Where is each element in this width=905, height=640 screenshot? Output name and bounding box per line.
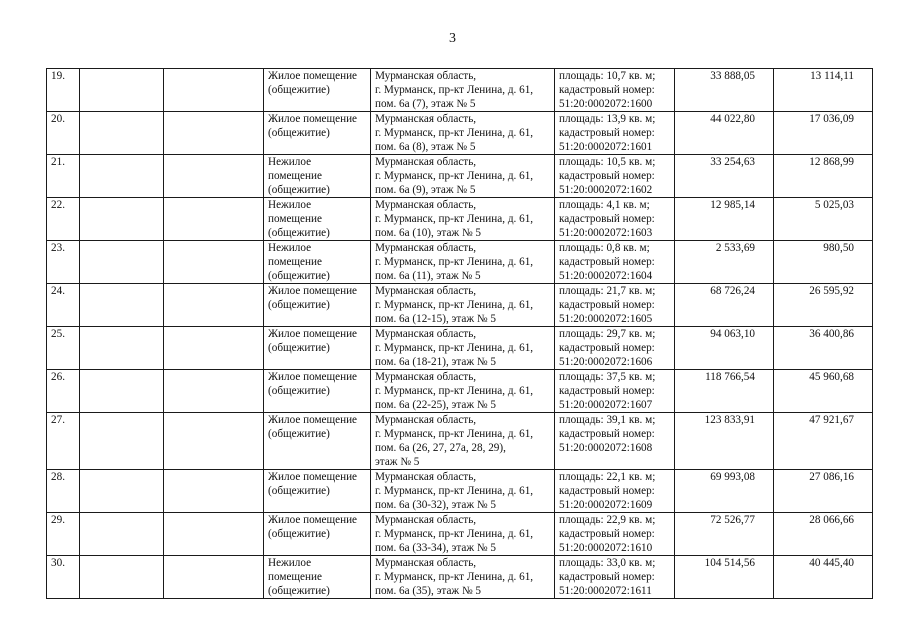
empty-cell — [164, 241, 264, 284]
details-cell — [555, 198, 675, 241]
premises-type-line: (общежитие) — [268, 428, 330, 440]
details-line: площадь: 33,0 кв. м; — [559, 557, 656, 569]
address-line: этаж № 5 — [375, 456, 420, 468]
value2-cell — [774, 284, 873, 327]
address-cell — [371, 155, 555, 198]
premises-type-cell — [264, 284, 371, 327]
address-line: пом. 6а (35), этаж № 5 — [375, 585, 482, 597]
details-line: 51:20:0002072:1609 — [559, 499, 653, 511]
details-line: 51:20:0002072:1608 — [559, 442, 653, 454]
residual-value: 980,50 — [823, 242, 854, 254]
row-number: 26. — [51, 371, 65, 383]
details-line: площадь: 22,1 кв. м; — [559, 471, 656, 483]
empty-cell — [80, 327, 164, 370]
premises-type-line: (общежитие) — [268, 385, 330, 397]
table-row — [47, 69, 873, 112]
details-cell — [555, 112, 675, 155]
premises-type-line: (общежитие) — [268, 84, 330, 96]
details-line: 51:20:0002072:1605 — [559, 313, 653, 325]
address-cell — [371, 470, 555, 513]
row-number: 29. — [51, 514, 65, 526]
address-line: пом. 6а (12-15), этаж № 5 — [375, 313, 496, 325]
empty-cell — [164, 470, 264, 513]
details-cell — [555, 370, 675, 413]
residual-value: 17 036,09 — [809, 113, 854, 125]
value1-cell — [675, 284, 774, 327]
cadastral-value: 68 726,24 — [710, 285, 755, 297]
value1-cell — [675, 470, 774, 513]
premises-type-cell — [264, 370, 371, 413]
details-line: кадастровый номер: — [559, 84, 655, 96]
residual-value: 36 400,86 — [809, 328, 854, 340]
address-line: г. Мурманск, пр-кт Ленина, д. 61, — [375, 385, 534, 397]
table-row — [47, 413, 873, 470]
premises-type-line: Жилое помещение — [268, 113, 358, 125]
details-line: кадастровый номер: — [559, 571, 655, 583]
address-line: пом. 6а (26, 27, 27а, 28, 29), — [375, 442, 506, 454]
address-line: Мурманская область, — [375, 328, 477, 340]
residual-value: 5 025,03 — [814, 199, 854, 211]
address-cell — [371, 112, 555, 155]
details-cell — [555, 327, 675, 370]
details-line: площадь: 10,7 кв. м; — [559, 70, 656, 82]
address-line: г. Мурманск, пр-кт Ленина, д. 61, — [375, 127, 534, 139]
details-line: 51:20:0002072:1602 — [559, 184, 653, 196]
row-number-cell — [47, 198, 80, 241]
address-line: пом. 6а (18-21), этаж № 5 — [375, 356, 496, 368]
residual-value: 47 921,67 — [809, 414, 854, 426]
value1-cell — [675, 513, 774, 556]
residual-value: 40 445,40 — [809, 557, 854, 569]
value2-cell — [774, 413, 873, 470]
address-line: Мурманская область, — [375, 242, 477, 254]
details-cell — [555, 470, 675, 513]
value2-cell — [774, 112, 873, 155]
residual-value: 13 114,11 — [810, 70, 854, 82]
premises-type-line: (общежитие) — [268, 485, 330, 497]
details-line: кадастровый номер: — [559, 342, 655, 354]
details-cell — [555, 413, 675, 470]
address-cell — [371, 413, 555, 470]
premises-type-line: Нежилое — [268, 199, 312, 211]
table-row — [47, 284, 873, 327]
address-line: Мурманская область, — [375, 156, 477, 168]
details-line: кадастровый номер: — [559, 213, 655, 225]
empty-cell — [80, 284, 164, 327]
table-row — [47, 556, 873, 599]
cadastral-value: 12 985,14 — [710, 199, 755, 211]
row-number: 30. — [51, 557, 65, 569]
details-line: площадь: 0,8 кв. м; — [559, 242, 650, 254]
details-cell — [555, 513, 675, 556]
value2-cell — [774, 470, 873, 513]
residual-value: 26 595,92 — [809, 285, 854, 297]
details-line: площадь: 13,9 кв. м; — [559, 113, 656, 125]
details-cell — [555, 241, 675, 284]
address-line: Мурманская область, — [375, 199, 477, 211]
details-line: площадь: 22,9 кв. м; — [559, 514, 656, 526]
table-row — [47, 198, 873, 241]
premises-type-line: Жилое помещение — [268, 471, 358, 483]
address-line: пом. 6а (11), этаж № 5 — [375, 270, 481, 282]
empty-cell — [164, 556, 264, 599]
row-number: 23. — [51, 242, 65, 254]
value2-cell — [774, 370, 873, 413]
premises-type-cell — [264, 112, 371, 155]
details-line: площадь: 4,1 кв. м; — [559, 199, 650, 211]
premises-type-line: (общежитие) — [268, 528, 330, 540]
row-number-cell — [47, 284, 80, 327]
address-line: пом. 6а (33-34), этаж № 5 — [375, 542, 496, 554]
details-line: 51:20:0002072:1610 — [559, 542, 653, 554]
details-line: кадастровый номер: — [559, 385, 655, 397]
empty-cell — [80, 155, 164, 198]
address-cell — [371, 327, 555, 370]
details-line: 51:20:0002072:1604 — [559, 270, 653, 282]
address-line: г. Мурманск, пр-кт Ленина, д. 61, — [375, 485, 534, 497]
row-number-cell — [47, 155, 80, 198]
premises-type-line: (общежитие) — [268, 342, 330, 354]
details-line: кадастровый номер: — [559, 528, 655, 540]
address-line: г. Мурманск, пр-кт Ленина, д. 61, — [375, 213, 534, 225]
table-row — [47, 241, 873, 284]
row-number: 25. — [51, 328, 65, 340]
details-line: кадастровый номер: — [559, 299, 655, 311]
row-number: 20. — [51, 113, 65, 125]
premises-type-cell — [264, 155, 371, 198]
value1-cell — [675, 556, 774, 599]
address-line: г. Мурманск, пр-кт Ленина, д. 61, — [375, 571, 534, 583]
address-cell — [371, 241, 555, 284]
page-number: 3 — [449, 31, 456, 46]
value2-cell — [774, 513, 873, 556]
residual-value: 27 086,16 — [809, 471, 854, 483]
table-row — [47, 470, 873, 513]
value1-cell — [675, 69, 774, 112]
empty-cell — [164, 112, 264, 155]
empty-cell — [164, 69, 264, 112]
premises-type-line: помещение — [268, 213, 322, 225]
address-line: пом. 6а (22-25), этаж № 5 — [375, 399, 496, 411]
empty-cell — [80, 470, 164, 513]
premises-type-line: Нежилое — [268, 156, 312, 168]
address-cell — [371, 513, 555, 556]
table-body — [47, 69, 873, 599]
value2-cell — [774, 327, 873, 370]
details-line: площадь: 37,5 кв. м; — [559, 371, 656, 383]
cadastral-value: 118 766,54 — [705, 371, 755, 383]
details-cell — [555, 69, 675, 112]
premises-type-line: помещение — [268, 571, 322, 583]
empty-cell — [164, 370, 264, 413]
row-number: 28. — [51, 471, 65, 483]
premises-type-line: Нежилое — [268, 242, 312, 254]
table-row — [47, 327, 873, 370]
empty-cell — [164, 327, 264, 370]
residual-value: 12 868,99 — [809, 156, 854, 168]
address-line: Мурманская область, — [375, 557, 477, 569]
residual-value: 28 066,66 — [809, 514, 854, 526]
details-line: 51:20:0002072:1607 — [559, 399, 653, 411]
empty-cell — [164, 284, 264, 327]
cadastral-value: 69 993,08 — [710, 471, 755, 483]
table-row — [47, 513, 873, 556]
premises-type-line: Жилое помещение — [268, 70, 358, 82]
cadastral-value: 72 526,77 — [710, 514, 755, 526]
value2-cell — [774, 241, 873, 284]
details-cell — [555, 556, 675, 599]
row-number: 19. — [51, 70, 65, 82]
premises-type-cell — [264, 470, 371, 513]
value2-cell — [774, 556, 873, 599]
row-number-cell — [47, 327, 80, 370]
address-cell — [371, 556, 555, 599]
premises-type-line: Жилое помещение — [268, 514, 358, 526]
address-line: г. Мурманск, пр-кт Ленина, д. 61, — [375, 170, 534, 182]
cadastral-value: 2 533,69 — [715, 242, 755, 254]
premises-type-cell — [264, 69, 371, 112]
address-cell — [371, 198, 555, 241]
row-number-cell — [47, 470, 80, 513]
address-cell — [371, 370, 555, 413]
empty-cell — [80, 513, 164, 556]
premises-type-line: (общежитие) — [268, 270, 330, 282]
address-line: Мурманская область, — [375, 113, 477, 125]
details-line: кадастровый номер: — [559, 428, 655, 440]
address-line: пом. 6а (10), этаж № 5 — [375, 227, 482, 239]
cadastral-value: 123 833,91 — [704, 414, 755, 426]
row-number-cell — [47, 69, 80, 112]
value1-cell — [675, 370, 774, 413]
premises-type-cell — [264, 513, 371, 556]
row-number: 21. — [51, 156, 65, 168]
details-line: площадь: 21,7 кв. м; — [559, 285, 656, 297]
value1-cell — [675, 413, 774, 470]
details-line: площадь: 29,7 кв. м; — [559, 328, 656, 340]
cadastral-value: 44 022,80 — [710, 113, 755, 125]
premises-type-cell — [264, 413, 371, 470]
address-line: Мурманская область, — [375, 471, 477, 483]
address-line: г. Мурманск, пр-кт Ленина, д. 61, — [375, 256, 534, 268]
table-row — [47, 370, 873, 413]
empty-cell — [164, 155, 264, 198]
address-line: пом. 6а (9), этаж № 5 — [375, 184, 476, 196]
address-line: Мурманская область, — [375, 285, 477, 297]
premises-type-line: помещение — [268, 170, 322, 182]
row-number: 27. — [51, 414, 65, 426]
row-number: 24. — [51, 285, 65, 297]
details-cell — [555, 284, 675, 327]
address-line: Мурманская область, — [375, 371, 477, 383]
value2-cell — [774, 155, 873, 198]
value1-cell — [675, 155, 774, 198]
row-number-cell — [47, 556, 80, 599]
residual-value: 45 960,68 — [809, 371, 854, 383]
address-line: г. Мурманск, пр-кт Ленина, д. 61, — [375, 299, 534, 311]
row-number: 22. — [51, 199, 65, 211]
premises-type-line: Жилое помещение — [268, 328, 358, 340]
details-line: кадастровый номер: — [559, 485, 655, 497]
details-cell — [555, 155, 675, 198]
address-line: г. Мурманск, пр-кт Ленина, д. 61, — [375, 342, 534, 354]
row-number-cell — [47, 370, 80, 413]
details-line: 51:20:0002072:1611 — [559, 585, 652, 597]
empty-cell — [164, 513, 264, 556]
premises-type-line: (общежитие) — [268, 585, 330, 597]
row-number-cell — [47, 241, 80, 284]
details-line: площадь: 39,1 кв. м; — [559, 414, 656, 426]
empty-cell — [164, 198, 264, 241]
value2-cell — [774, 69, 873, 112]
details-line: 51:20:0002072:1603 — [559, 227, 653, 239]
empty-cell — [80, 198, 164, 241]
details-line: 51:20:0002072:1606 — [559, 356, 653, 368]
premises-type-line: Жилое помещение — [268, 285, 358, 297]
cadastral-value: 33 254,63 — [710, 156, 755, 168]
premises-type-line: помещение — [268, 256, 322, 268]
details-line: кадастровый номер: — [559, 170, 655, 182]
address-line: Мурманская область, — [375, 414, 477, 426]
details-line: 51:20:0002072:1600 — [559, 98, 653, 110]
premises-type-line: (общежитие) — [268, 184, 330, 196]
empty-cell — [80, 556, 164, 599]
row-number-cell — [47, 413, 80, 470]
empty-cell — [80, 112, 164, 155]
cadastral-value: 94 063,10 — [710, 328, 755, 340]
address-line: Мурманская область, — [375, 514, 477, 526]
address-line: Мурманская область, — [375, 70, 477, 82]
empty-cell — [80, 69, 164, 112]
address-line: пом. 6а (30-32), этаж № 5 — [375, 499, 496, 511]
row-number-cell — [47, 112, 80, 155]
premises-type-line: Жилое помещение — [268, 414, 358, 426]
premises-type-line: Нежилое — [268, 557, 312, 569]
premises-type-cell — [264, 241, 371, 284]
address-cell — [371, 69, 555, 112]
value1-cell — [675, 198, 774, 241]
address-line: г. Мурманск, пр-кт Ленина, д. 61, — [375, 84, 534, 96]
details-line: кадастровый номер: — [559, 256, 655, 268]
value1-cell — [675, 241, 774, 284]
empty-cell — [80, 413, 164, 470]
premises-type-cell — [264, 327, 371, 370]
address-line: пом. 6а (8), этаж № 5 — [375, 141, 476, 153]
premises-type-line: (общежитие) — [268, 127, 330, 139]
empty-cell — [80, 241, 164, 284]
premises-type-line: (общежитие) — [268, 299, 330, 311]
property-table — [46, 68, 873, 599]
address-line: пом. 6а (7), этаж № 5 — [375, 98, 476, 110]
address-cell — [371, 284, 555, 327]
details-line: площадь: 10,5 кв. м; — [559, 156, 656, 168]
empty-cell — [80, 370, 164, 413]
empty-cell — [164, 413, 264, 470]
cadastral-value: 104 514,56 — [704, 557, 755, 569]
table-row — [47, 112, 873, 155]
details-line: кадастровый номер: — [559, 127, 655, 139]
value1-cell — [675, 327, 774, 370]
address-line: г. Мурманск, пр-кт Ленина, д. 61, — [375, 428, 534, 440]
row-number-cell — [47, 513, 80, 556]
premises-type-line: Жилое помещение — [268, 371, 358, 383]
details-line: 51:20:0002072:1601 — [559, 141, 653, 153]
cadastral-value: 33 888,05 — [710, 70, 755, 82]
value1-cell — [675, 112, 774, 155]
address-line: г. Мурманск, пр-кт Ленина, д. 61, — [375, 528, 534, 540]
table-row — [47, 155, 873, 198]
premises-type-cell — [264, 198, 371, 241]
premises-type-cell — [264, 556, 371, 599]
value2-cell — [774, 198, 873, 241]
premises-type-line: (общежитие) — [268, 227, 330, 239]
